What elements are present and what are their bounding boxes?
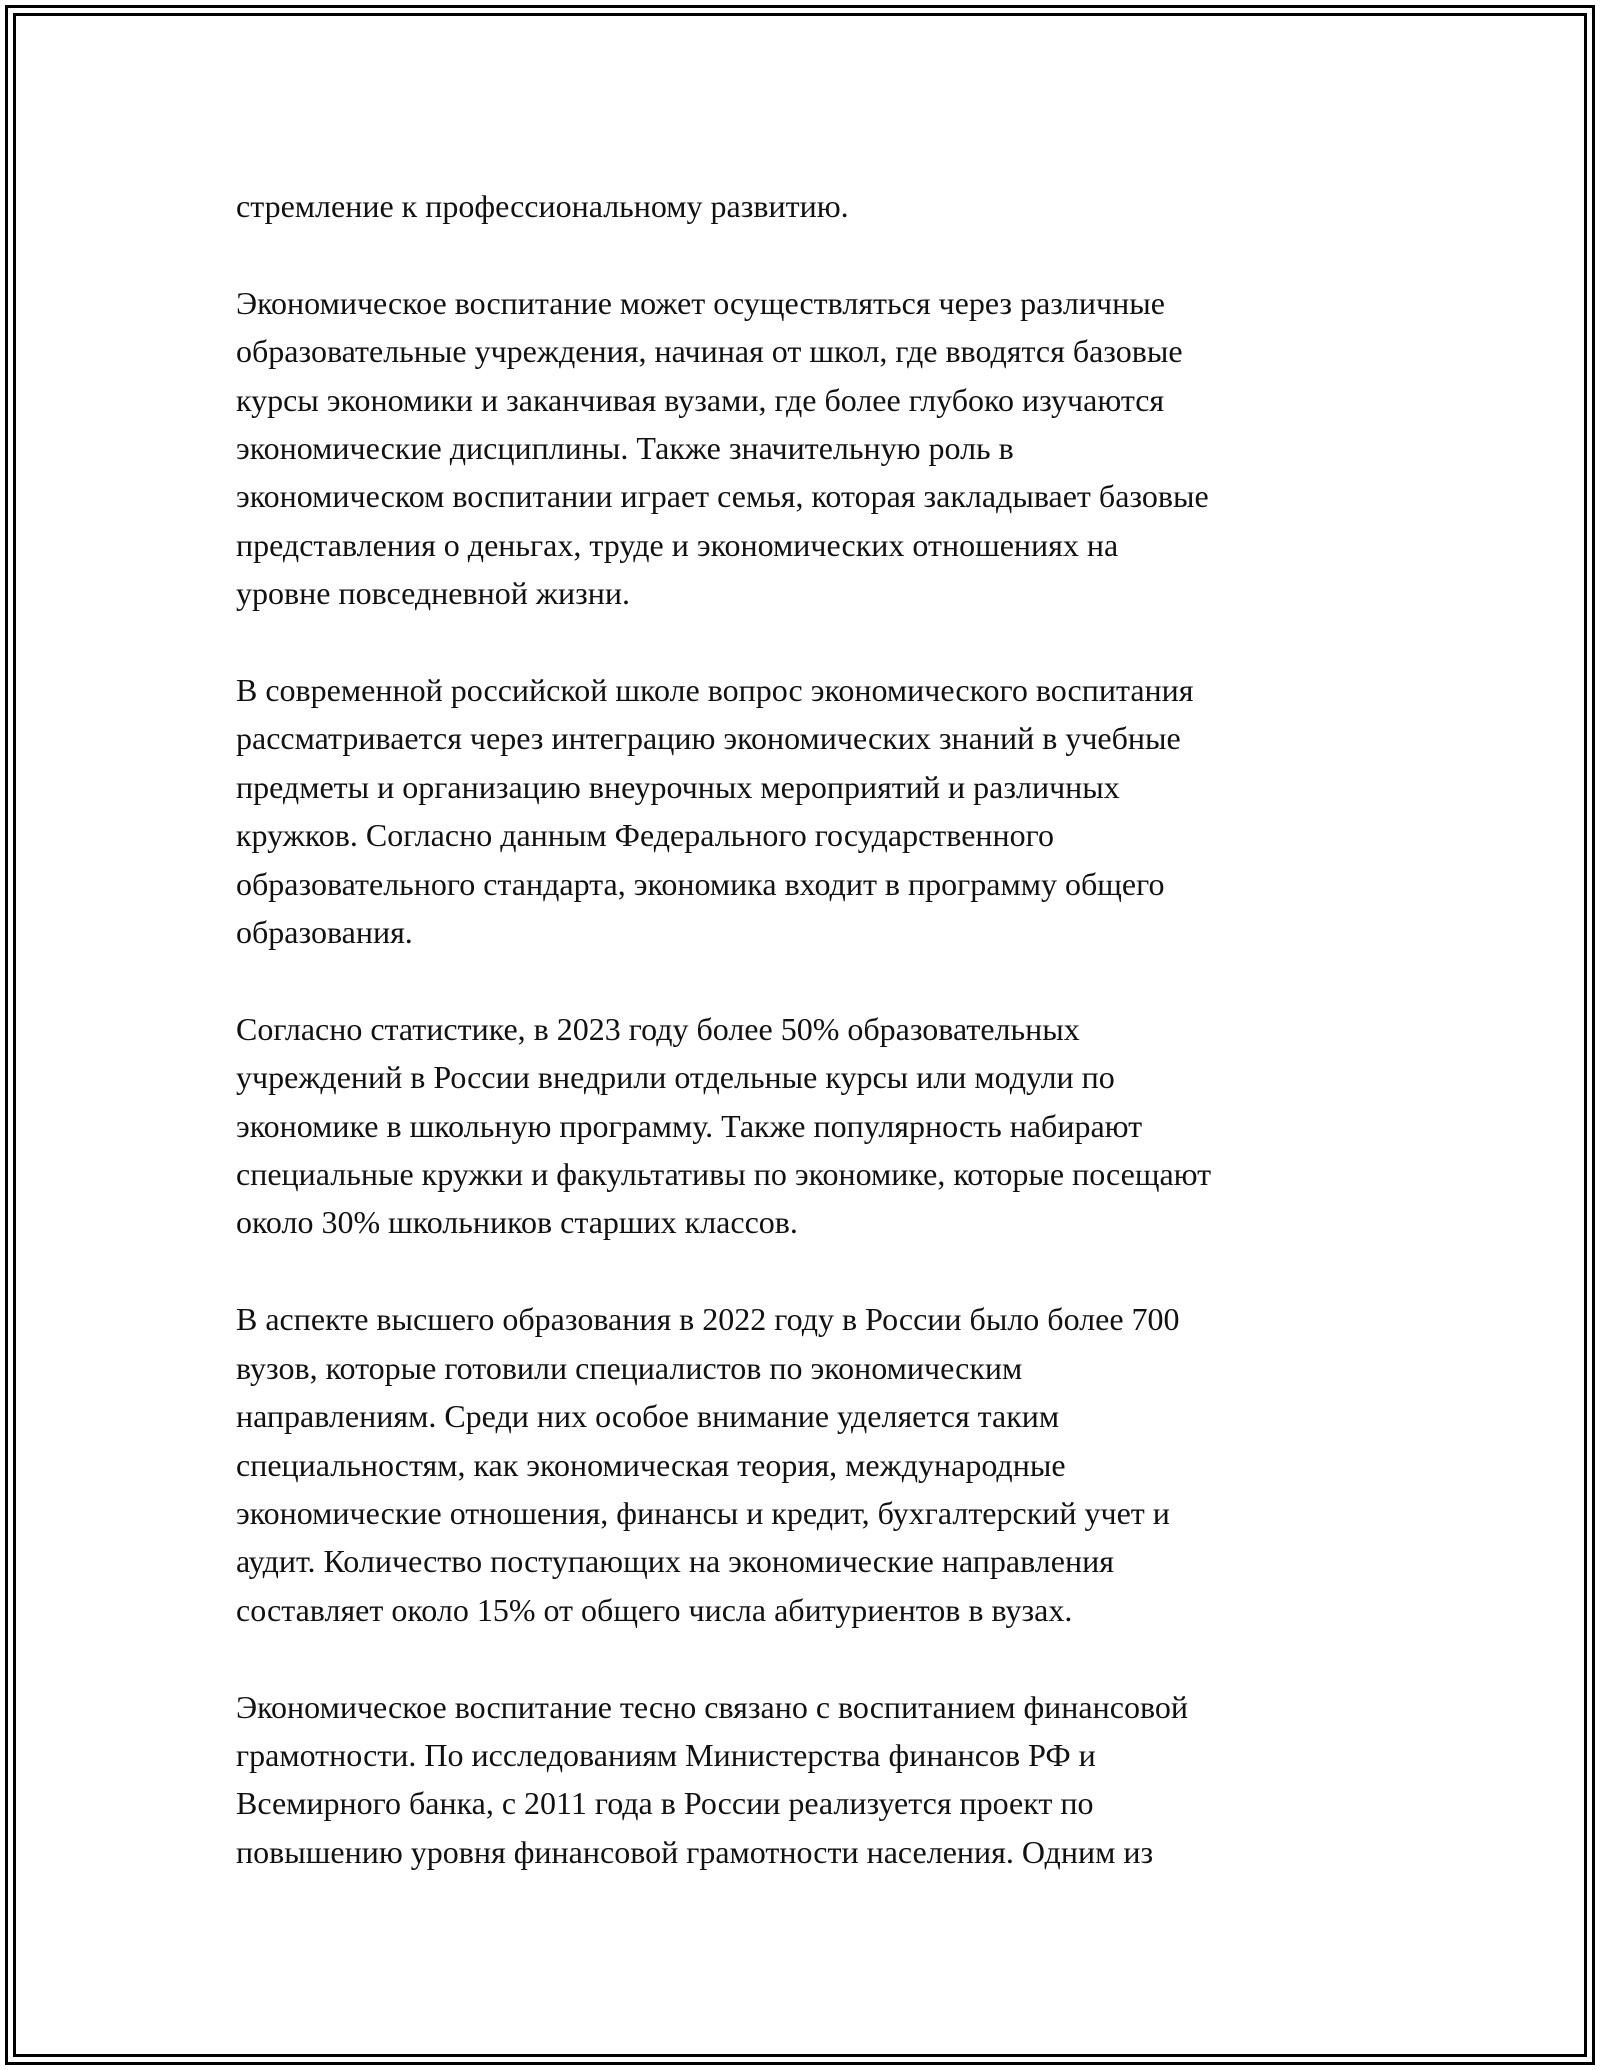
text-line: специальные кружки и факультативы по экономике, которые посещают [236, 1156, 1212, 1193]
paragraph-2 [236, 279, 1396, 618]
text-line: экономические дисциплины. Также значительную роль в [236, 430, 1014, 467]
text-line: грамотности. По исследованиям Министерства финансов РФ и [236, 1736, 1096, 1773]
text-line: повышению уровня финансовой грамотности населения. Одним из [236, 1833, 1154, 1870]
text-line: около 30% школьников старших классов. [236, 1204, 798, 1241]
text-line: образовательные учреждения, начиная от школ, где вводятся базовые [236, 333, 1183, 370]
text-line: аудит. Количество поступающих на экономические направления [236, 1543, 1114, 1580]
paragraph-5 [236, 1295, 1396, 1634]
document-body [236, 182, 1396, 1925]
text-line: В современной российской школе вопрос экономического воспитания [236, 672, 1194, 709]
text-line: Экономическое воспитание может осуществляться через различные [236, 284, 1165, 321]
text-line: учреждений в России внедрили отдельные курсы или модули по [236, 1059, 1115, 1096]
text-line: вузов, которые готовили специалистов по экономическим [236, 1349, 1023, 1386]
paragraph-1 [236, 182, 1396, 230]
text-line: Экономическое воспитание тесно связано с воспитанием финансовой [236, 1688, 1188, 1725]
text-line: рассматривается через интеграцию экономических знаний в учебные [236, 720, 1181, 757]
text-line: экономическом воспитании играет семья, которая закладывает базовые [236, 478, 1209, 515]
text-line: направлениям. Среди них особое внимание уделяется таким [236, 1398, 1060, 1435]
text-line: Всемирного банка, с 2011 года в России реализуется проект по [236, 1785, 1094, 1822]
text-line: уровне повседневной жизни. [236, 575, 630, 612]
paragraph-4 [236, 1005, 1396, 1247]
text-line: образовательного стандарта, экономика входит в программу общего [236, 865, 1165, 902]
paragraph-3 [236, 666, 1396, 956]
text-line: курсы экономики и заканчивая вузами, где более глубоко изучаются [236, 381, 1165, 418]
text-line: составляет около 15% от общего числа абитуриентов в вузах. [236, 1591, 1073, 1628]
text-line: экономические отношения, финансы и кредит, бухгалтерский учет и [236, 1494, 1170, 1531]
text-line: кружков. Согласно данным Федерального государственного [236, 817, 1054, 854]
text-line: стремление к профессиональному развитию. [236, 188, 849, 224]
text-line: образования. [236, 914, 413, 951]
text-line: представления о деньгах, труде и экономических отношениях на [236, 526, 1119, 563]
text-line: специальностям, как экономическая теория, международные [236, 1446, 1066, 1483]
text-line: экономике в школьную программу. Также популярность набирают [236, 1107, 1143, 1144]
text-line: предметы и организацию внеурочных мероприятий и различных [236, 768, 1120, 805]
paragraph-6 [236, 1683, 1396, 1877]
text-line: Согласно статистике, в 2023 году более 50% образовательных [236, 1010, 1080, 1047]
text-line: В аспекте высшего образования в 2022 году в России было более 700 [236, 1301, 1180, 1338]
